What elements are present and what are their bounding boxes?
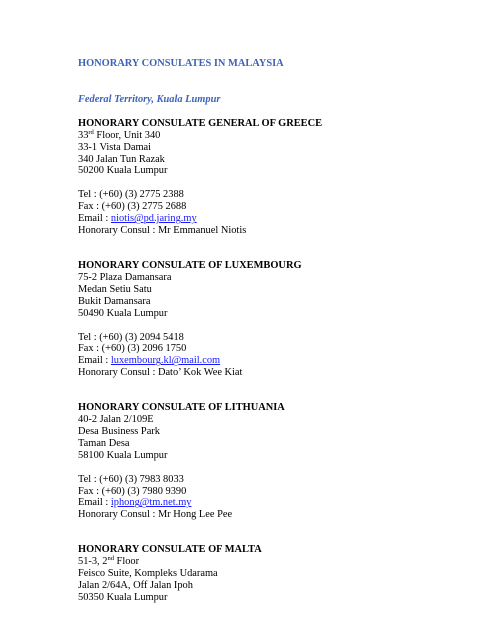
email-line: [78, 213, 478, 225]
address-line: Desa Business Park: [78, 425, 160, 437]
tel-line: Tel : (+60) (3) 2775 2388: [78, 189, 184, 201]
address-line: Jalan 2/64A, Off Jalan Ipoh: [78, 580, 193, 591]
email-label: Email :: [78, 355, 111, 367]
document-page: [78, 58, 478, 604]
consul-line: Honorary Consul : Mr Emmanuel Niotis: [78, 225, 247, 237]
email-label: Email :: [78, 213, 111, 225]
consulate-entry-lithuania: [78, 402, 478, 521]
address-line: Medan Setiu Satu: [78, 283, 152, 295]
fax-line: Fax : (+60) (3) 2775 2688: [78, 201, 187, 213]
document-heading: HONORARY CONSULATES IN MALAYSIA: [78, 58, 284, 69]
ordinal-suffix: rd: [88, 128, 94, 136]
address-line: 33rd Floor, Unit 340: [78, 128, 161, 141]
address-line: Bukit Damansara: [78, 295, 151, 307]
tel-line: Tel : (+60) (3) 2094 5418: [78, 331, 184, 343]
email-line: [78, 497, 478, 509]
fax-line: Fax : (+60) (3) 2096 1750: [78, 343, 187, 355]
address-line: Feisco Suite, Kompleks Udarama: [78, 568, 218, 580]
address-line: 340 Jalan Tun Razak: [78, 153, 165, 165]
address-line: 33-1 Vista Damai: [78, 141, 152, 153]
address-line: 58100 Kuala Lumpur: [78, 449, 168, 461]
consulate-entry-greece: [78, 118, 478, 237]
consulate-title: HONORARY CONSULATE GENERAL OF GREECE: [78, 117, 323, 129]
address-line: 51-3, 2nd Floor: [78, 555, 140, 568]
consul-line: Honorary Consul : Mr Hong Lee Pee: [78, 509, 233, 521]
consulate-entry-malta: [78, 544, 478, 604]
email-link[interactable]: luxembourg.kl@mail.com: [110, 355, 221, 367]
email-label: Email :: [78, 497, 111, 509]
fax-line: Fax : (+60) (3) 7980 9390: [78, 485, 187, 497]
email-link[interactable]: niotis@pd.jaring.my: [110, 213, 197, 225]
email-link[interactable]: iphong@tm.net.my: [110, 497, 192, 509]
address-line: 75-2 Plaza Damansara: [78, 271, 172, 283]
address-line: 50490 Kuala Lumpur: [78, 307, 168, 319]
consul-line: Honorary Consul : Dato’ Kok Wee Kiat: [78, 367, 243, 379]
region-heading: Federal Territory, Kuala Lumpur: [78, 93, 221, 105]
consulate-title: HONORARY CONSULATE OF LUXEMBOURG: [78, 259, 302, 271]
address-line: 50350 Kuala Lumpur: [78, 591, 168, 603]
address-line: 50200 Kuala Lumpur: [78, 165, 168, 177]
ordinal-suffix: nd: [107, 555, 114, 563]
address-line: Taman Desa: [78, 437, 130, 449]
consulate-entry-luxembourg: [78, 260, 478, 379]
email-line: [78, 355, 478, 367]
consulate-title: HONORARY CONSULATE OF LITHUANIA: [78, 402, 285, 414]
tel-line: Tel : (+60) (3) 7983 8033: [78, 473, 184, 485]
consulate-title: HONORARY CONSULATE OF MALTA: [78, 544, 262, 556]
address-line: 40-2 Jalan 2/109E: [78, 414, 154, 426]
